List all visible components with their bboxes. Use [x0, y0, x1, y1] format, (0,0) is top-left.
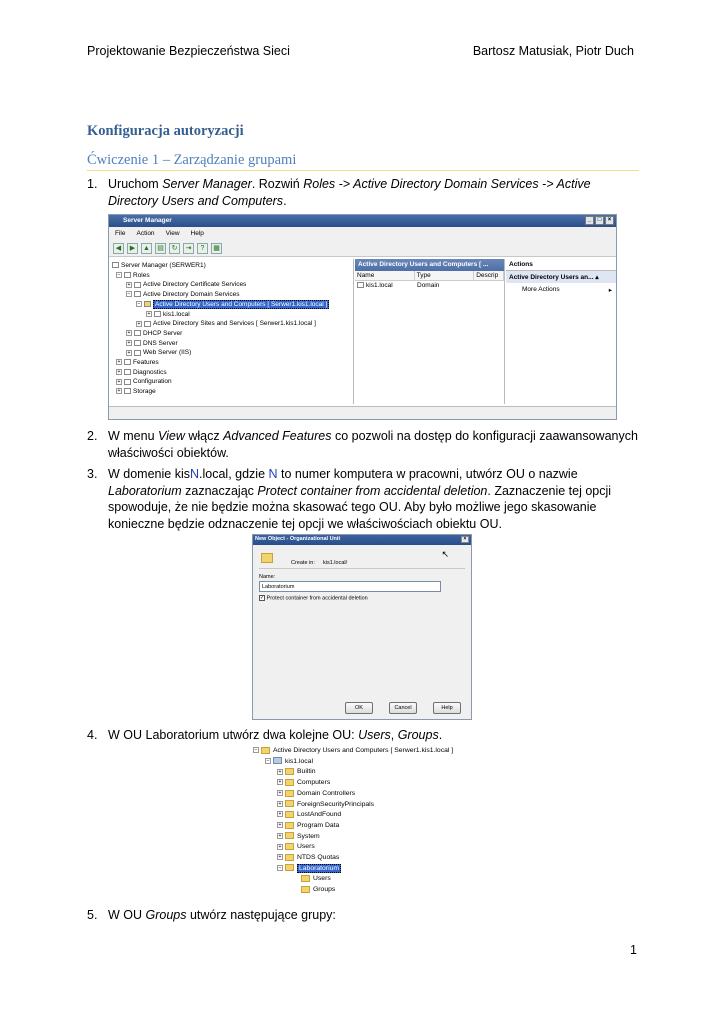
expand-icon[interactable]: + — [278, 779, 282, 786]
step-text: Uruchom — [108, 177, 163, 191]
tree-label: Builtin — [297, 768, 316, 776]
up-icon[interactable]: ▲ — [141, 243, 152, 254]
protect-checkbox-row[interactable] — [259, 595, 368, 601]
actions-subheader-text: Active Directory Users an... — [509, 274, 594, 281]
column-type[interactable]: Type — [415, 271, 475, 280]
minimize-icon[interactable]: _ — [585, 216, 594, 225]
collapse-icon[interactable]: − — [137, 301, 141, 308]
window-titlebar — [109, 215, 616, 227]
tree-label: Computers — [297, 779, 331, 787]
step-text: włącz — [184, 429, 224, 443]
storage-icon — [124, 388, 131, 394]
actions-pane — [506, 259, 616, 404]
name-label: Name: — [259, 574, 276, 580]
tree-label: Active Directory Users and Computers [ Serwer1.kis1.local ] — [273, 747, 454, 754]
tree-item[interactable] — [112, 290, 350, 300]
tree-item[interactable] — [112, 358, 350, 368]
tree-item[interactable] — [253, 767, 483, 778]
step-text: . — [438, 728, 443, 742]
expand-icon[interactable]: + — [127, 330, 131, 337]
step-text: . Rozwiń — [251, 177, 304, 191]
tree-label: Active Directory Certificate Services — [143, 281, 247, 289]
tree-item[interactable] — [253, 778, 483, 789]
ou-folder-icon — [301, 875, 310, 882]
row-name-text: kis1.local — [366, 282, 393, 289]
step-text: to numer komputera w pracowni, utwórz OU o nazwie — [277, 467, 578, 481]
folder-icon — [285, 800, 294, 807]
certificate-icon — [134, 282, 141, 288]
tree-item[interactable] — [253, 853, 483, 864]
divider — [259, 568, 465, 569]
expand-icon[interactable]: + — [117, 359, 121, 366]
heading-configuration: Konfiguracja autoryzacji — [87, 123, 244, 139]
cancel-button[interactable]: Cancel — [389, 702, 417, 714]
tree-label: NTDS Quotas — [297, 854, 340, 862]
dialog-title: New Object - Organizational Unit — [255, 536, 341, 542]
step-text: W menu — [108, 429, 159, 443]
sites-icon — [144, 321, 151, 327]
expand-icon[interactable]: + — [117, 388, 121, 395]
step-text-blue: N — [189, 467, 200, 481]
web-server-icon — [134, 350, 141, 356]
tree-label: kis1.local — [285, 757, 313, 765]
step-text-italic: Protect container from accidental deletion — [257, 483, 488, 498]
protect-checkbox[interactable]: ✓ — [260, 595, 265, 601]
step-text: . — [283, 193, 287, 208]
tree-label: Diagnostics — [133, 368, 167, 376]
tree-item[interactable] — [112, 368, 350, 378]
heading-rule — [87, 170, 639, 171]
expand-icon[interactable]: + — [278, 768, 282, 775]
tree-item[interactable] — [253, 810, 483, 821]
step-text-italic: Laboratorium — [108, 483, 182, 498]
tree-label: Domain Controllers — [297, 789, 356, 797]
step-4 — [87, 727, 639, 744]
properties-icon[interactable]: ▦ — [211, 243, 222, 254]
page-number: 1 — [630, 943, 637, 957]
export-icon[interactable]: ⇥ — [183, 243, 194, 254]
tree-item[interactable] — [112, 329, 350, 339]
step-text-blue: N — [268, 467, 278, 481]
folder-icon — [285, 832, 294, 839]
folder-icon — [261, 747, 270, 754]
ou-folder-icon — [285, 864, 294, 871]
domain-services-icon — [134, 291, 141, 297]
folder-icon — [144, 301, 151, 307]
server-manager-window — [108, 214, 617, 420]
tree-item-selected[interactable] — [253, 864, 483, 875]
step-text-italic: Groups — [145, 908, 187, 922]
step-text-italic: Groups — [397, 728, 439, 742]
tree-item[interactable] — [112, 348, 350, 358]
expand-icon[interactable]: + — [278, 843, 282, 850]
tree-item[interactable] — [112, 261, 350, 271]
menu-action[interactable]: Action — [136, 230, 155, 237]
refresh-icon[interactable]: ↻ — [169, 243, 180, 254]
step-text: co pozwoli na dostęp do konfiguracji zaawansowanych właściwości obiektów. — [108, 429, 638, 460]
tree-label: DHCP Server — [143, 329, 183, 337]
folder-icon — [285, 811, 294, 818]
expand-icon[interactable]: + — [137, 320, 141, 327]
show-tree-icon[interactable]: ▤ — [155, 243, 166, 254]
dns-icon — [134, 340, 141, 346]
expand-icon[interactable]: + — [278, 822, 282, 829]
step-number: 3. — [87, 467, 98, 481]
close-icon[interactable]: × — [605, 216, 614, 225]
step-number: 1. — [87, 177, 98, 191]
domain-icon — [357, 282, 364, 288]
domain-icon — [273, 757, 282, 764]
menu-help[interactable]: Help — [190, 230, 204, 237]
results-header: Active Directory Users and Computers [ ... — [355, 259, 504, 271]
tree-label: Server Manager (SERWER1) — [121, 262, 206, 269]
create-in-label: Create in: — [291, 560, 315, 566]
expand-icon[interactable]: + — [127, 349, 131, 356]
menu-view[interactable]: View — [165, 230, 180, 237]
ok-button[interactable]: OK — [345, 702, 373, 714]
tree-item[interactable] — [253, 746, 483, 757]
collapse-icon[interactable]: − — [117, 271, 121, 278]
folder-icon — [285, 854, 294, 861]
collapse-icon[interactable]: − — [127, 291, 131, 298]
expand-icon[interactable]: + — [117, 369, 121, 376]
collapse-icon[interactable]: − — [266, 757, 270, 764]
tree-item[interactable] — [112, 387, 350, 397]
features-icon — [124, 359, 131, 365]
toolbar — [109, 240, 616, 257]
menu-file[interactable]: File — [115, 230, 126, 237]
cursor-icon: ↖ — [441, 549, 449, 559]
column-headers — [355, 271, 504, 281]
tree-label: ForeignSecurityPrincipals — [297, 800, 375, 808]
step-text-italic: Users — [358, 728, 391, 742]
step-text: utwórz następujące grupy: — [186, 908, 336, 922]
more-actions[interactable] — [506, 283, 616, 293]
tree-label: Roles — [133, 271, 150, 279]
expand-icon[interactable]: + — [117, 378, 121, 385]
tree-item-selected[interactable] — [112, 300, 350, 310]
tree-label: LostAndFound — [297, 811, 342, 819]
domain-icon — [154, 311, 161, 317]
protect-checkbox-label: Protect container from accidental deletion — [266, 595, 368, 602]
help-icon[interactable]: ? — [197, 243, 208, 254]
folder-icon — [285, 768, 294, 775]
tree-label: Configuration — [133, 378, 172, 386]
tree-item[interactable] — [253, 832, 483, 843]
step-text: W OU — [108, 908, 146, 922]
tree-label: System — [297, 832, 320, 840]
menu-bar — [109, 227, 616, 240]
tree-label: Program Data — [297, 821, 340, 829]
step-text-italic: Server Manager — [162, 177, 252, 191]
row-name — [357, 282, 417, 289]
tree-label: DNS Server — [143, 339, 178, 347]
close-icon[interactable]: × — [461, 536, 469, 543]
configuration-icon — [124, 379, 131, 385]
tree-item[interactable] — [253, 821, 483, 832]
roles-icon — [124, 272, 131, 278]
folder-icon — [285, 779, 294, 786]
tree-label: Active Directory Domain Services — [143, 291, 240, 299]
tree-item[interactable] — [253, 885, 483, 896]
row-type: Domain — [417, 282, 440, 289]
forward-icon[interactable]: ▶ — [127, 243, 138, 254]
expand-icon[interactable]: + — [127, 281, 131, 288]
dialog-titlebar — [253, 535, 471, 545]
step-number: 5. — [87, 908, 98, 922]
step-number: 4. — [87, 728, 98, 742]
expand-icon[interactable]: + — [278, 790, 282, 797]
step-5 — [87, 907, 639, 924]
name-input[interactable] — [259, 581, 441, 592]
back-icon[interactable]: ◀ — [113, 243, 124, 254]
chevron-right-icon: ▸ — [608, 287, 612, 294]
collapse-icon[interactable]: − — [254, 747, 258, 754]
tree-label: Features — [133, 359, 159, 367]
folder-icon — [285, 843, 294, 850]
header-left: Projektowanie Bezpieczeństwa Sieci — [87, 44, 290, 58]
tree-label: Active Directory Sites and Services [ Serwer1.kis1.local ] — [153, 320, 316, 328]
ou-tree — [253, 746, 483, 902]
tree-label: Groups — [313, 886, 336, 894]
maximize-icon[interactable]: □ — [595, 216, 604, 225]
step-text-italic: Roles -> Active Directory Domain Services -> Active Directory Users and Computers — [108, 177, 591, 208]
tree-item[interactable] — [253, 800, 483, 811]
tree-item[interactable] — [112, 319, 350, 329]
diagnostics-icon — [124, 369, 131, 375]
window-title: Server Manager — [123, 217, 172, 224]
tree-label: Users — [297, 843, 315, 851]
help-button[interactable]: Help — [433, 702, 461, 714]
heading-exercise: Ćwiczenie 1 – Zarządzanie grupami — [87, 152, 297, 168]
step-1 — [87, 176, 639, 209]
tree-item[interactable] — [112, 280, 350, 290]
step-text: zaznaczając — [181, 483, 258, 498]
results-pane — [355, 259, 505, 404]
tree-item[interactable] — [112, 271, 350, 281]
step-3 — [87, 466, 639, 532]
dhcp-icon — [134, 330, 141, 336]
expand-icon[interactable]: + — [278, 854, 282, 861]
create-in-value: kis1.local/ — [323, 560, 348, 566]
step-text: .local, gdzie — [199, 467, 269, 481]
tree-item[interactable] — [253, 789, 483, 800]
tree-item[interactable] — [253, 842, 483, 853]
expand-icon[interactable]: + — [278, 832, 282, 839]
tree-item[interactable] — [253, 874, 483, 885]
tree-label: Active Directory Users and Computers [ Serwer1.kis1.local ] — [155, 300, 328, 308]
tree-item[interactable] — [112, 339, 350, 349]
actions-subheader[interactable]: Active Directory Users an... ▴ — [506, 271, 616, 283]
header-right: Bartosz Matusiak, Piotr Duch — [472, 44, 634, 58]
step-text: , — [390, 728, 398, 742]
tree-item[interactable] — [112, 377, 350, 387]
new-ou-dialog — [252, 534, 472, 720]
tree-label: Laboratorium — [299, 864, 340, 872]
step-text: . Zaznaczenie tej opcji spowoduje, że nie będzie można skasować tego OU. Aby było możliwe jego skasowanie konieczne będzie odznaczenie tej opcji we właściwościach obiektu OU. — [108, 483, 612, 531]
expand-icon[interactable]: + — [127, 339, 131, 346]
expand-icon[interactable]: + — [147, 310, 151, 317]
collapse-icon[interactable]: − — [278, 864, 282, 871]
actions-header: Actions — [506, 259, 616, 271]
folder-icon — [261, 553, 273, 563]
expand-icon[interactable]: + — [278, 800, 282, 807]
column-description[interactable]: Descrip — [474, 271, 504, 280]
tree-label: Storage — [133, 388, 156, 396]
table-row[interactable] — [355, 281, 504, 290]
folder-icon — [285, 790, 294, 797]
step-text: W domenie kis — [108, 467, 190, 481]
tree-label: Web Server (IIS) — [143, 349, 192, 357]
tree-label: Users — [313, 875, 331, 883]
step-text: W OU Laboratorium utwórz dwa kolejne OU: — [108, 728, 359, 742]
status-bar — [109, 406, 616, 419]
tree-item[interactable] — [112, 310, 350, 320]
column-name[interactable]: Name — [355, 271, 415, 280]
step-number: 2. — [87, 429, 98, 443]
step-text-italic: Advanced Features — [223, 429, 332, 443]
folder-icon — [285, 822, 294, 829]
step-2 — [87, 428, 639, 461]
server-icon — [112, 262, 119, 268]
tree-pane — [109, 259, 354, 404]
tree-item[interactable] — [253, 757, 483, 768]
more-actions-text: More Actions — [522, 286, 560, 293]
step-text-italic: View — [158, 429, 185, 443]
tree-label: kis1.local — [163, 310, 190, 318]
ou-folder-icon — [301, 886, 310, 893]
expand-icon[interactable]: + — [278, 811, 282, 818]
